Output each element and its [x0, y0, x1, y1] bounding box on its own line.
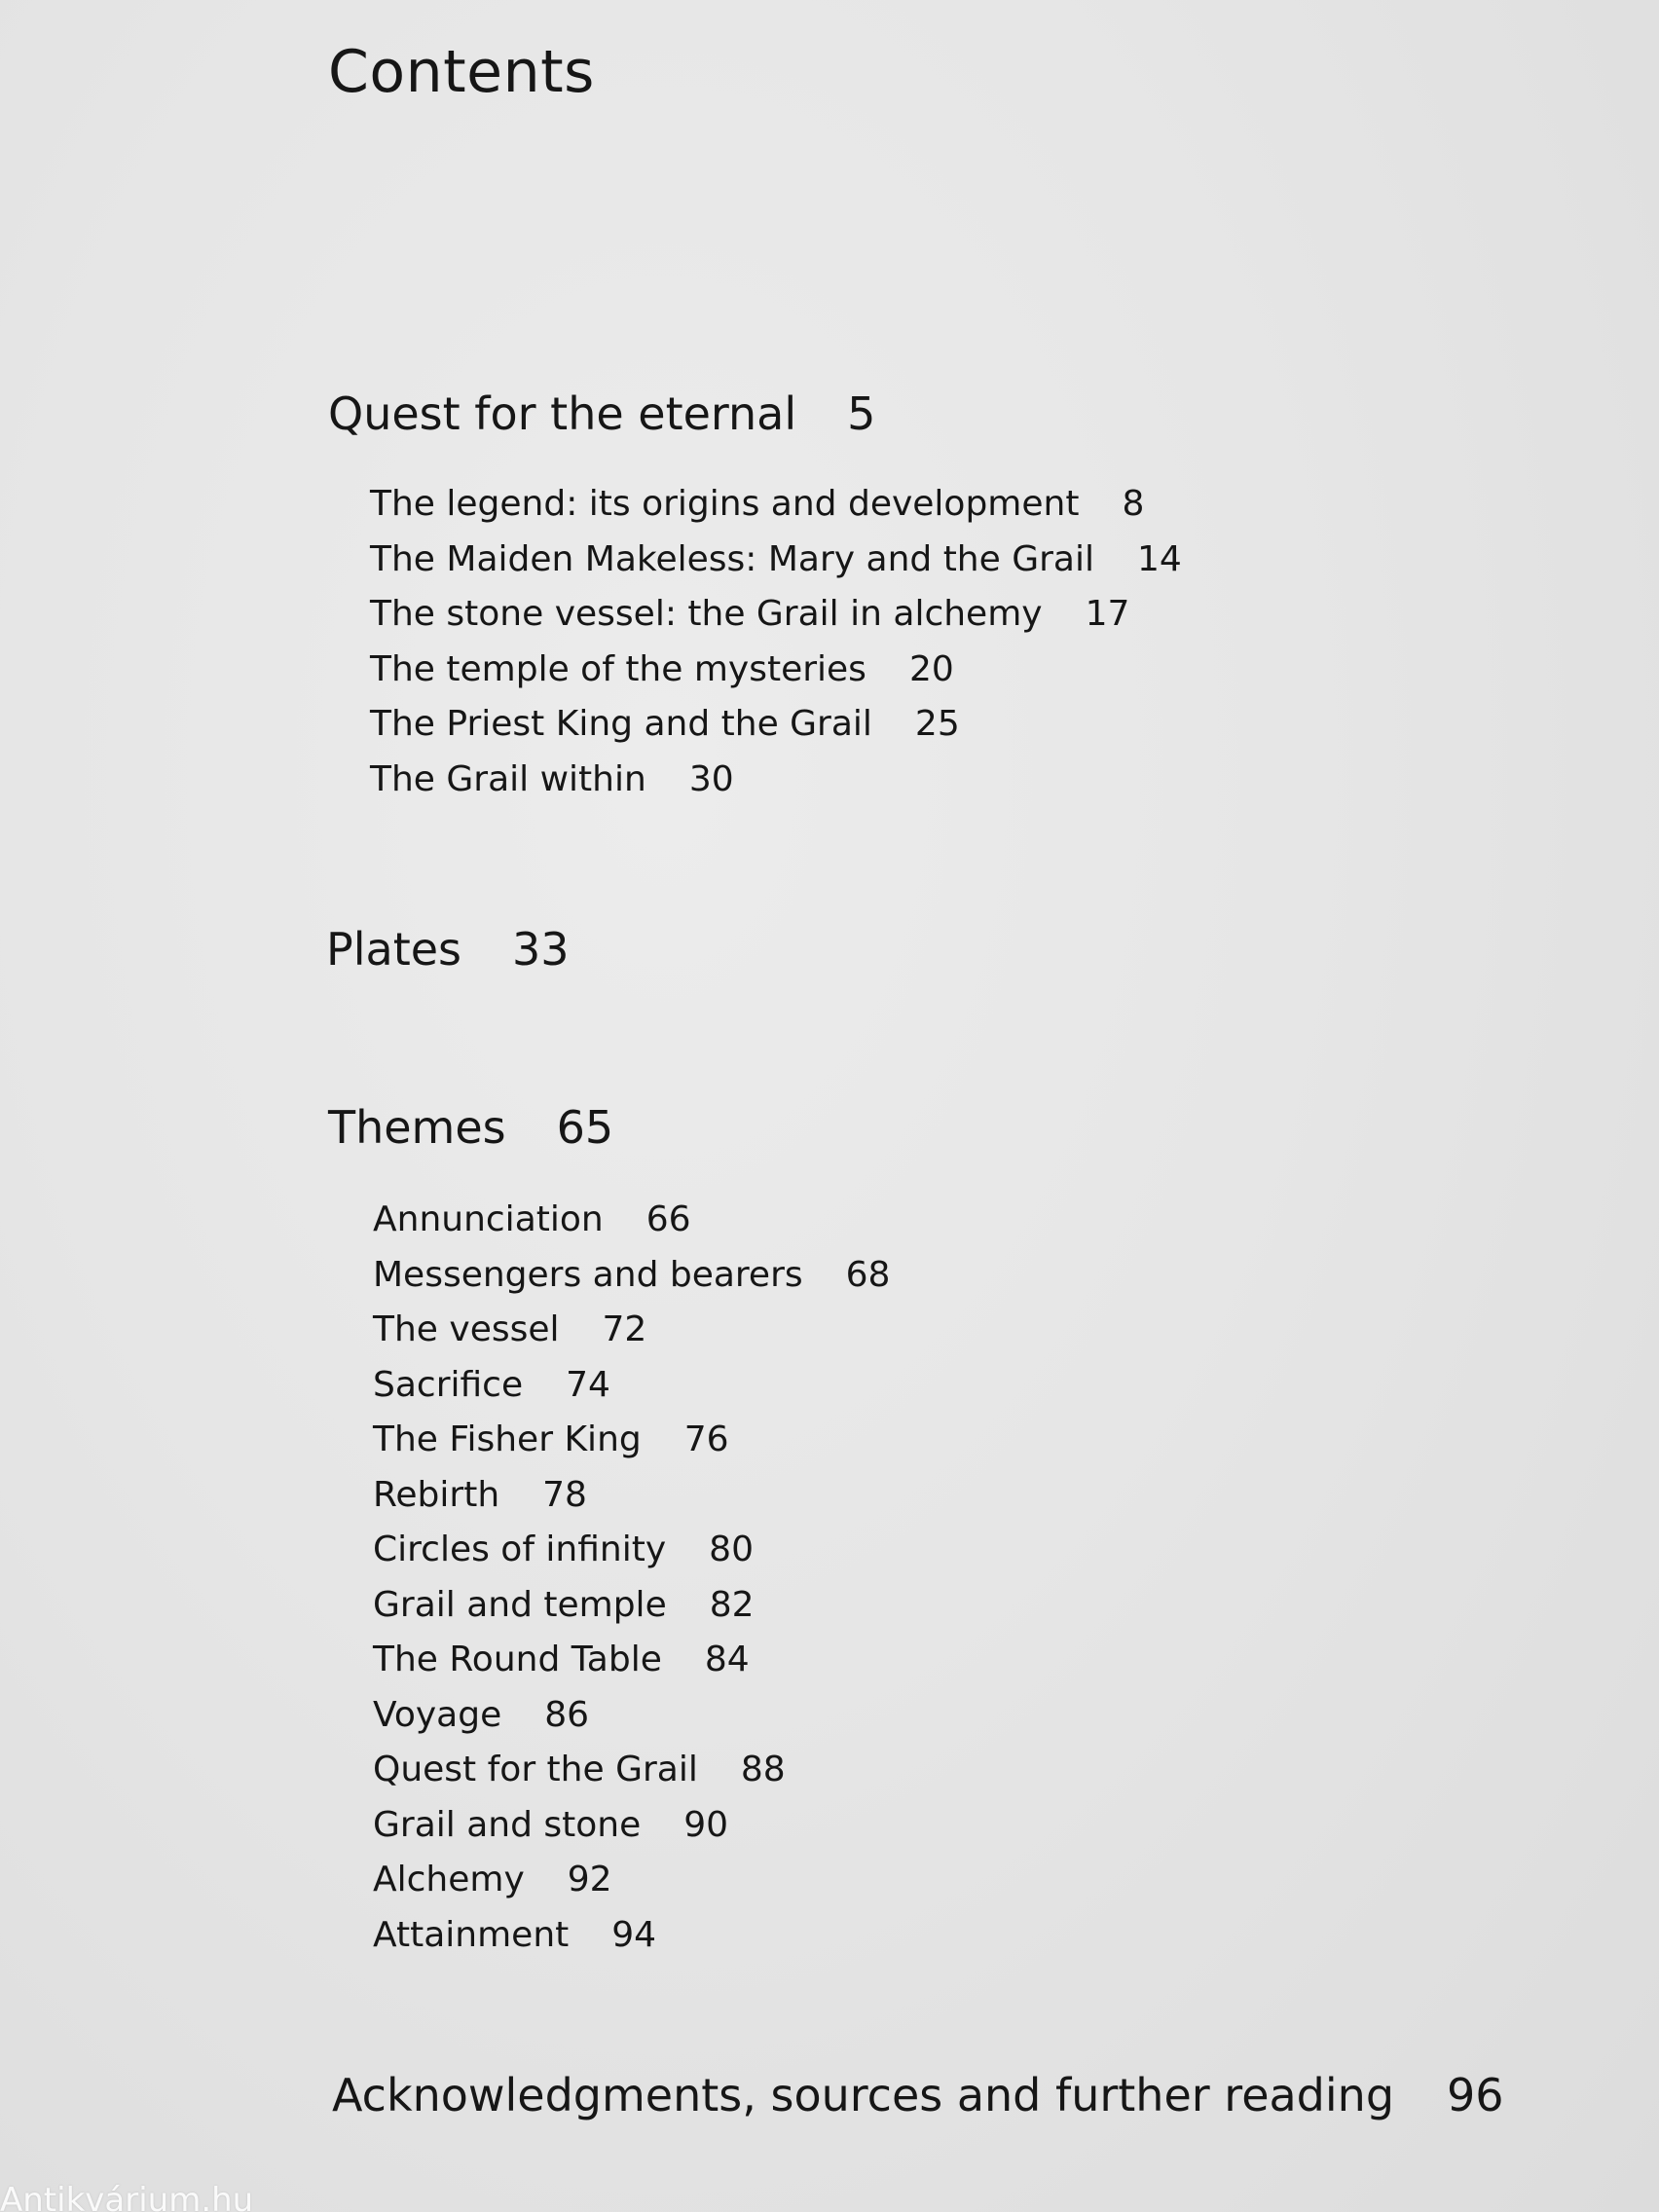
section-heading-themes — [328, 1101, 613, 1155]
entry-page-number: 66 — [645, 1199, 691, 1239]
section-title: Quest for the eternal — [328, 387, 797, 440]
list-item — [373, 1468, 890, 1524]
section-page-number: 65 — [556, 1101, 614, 1154]
entry-page-number: 84 — [704, 1640, 750, 1679]
list-item — [370, 643, 1182, 698]
entry-title: The temple of the mysteries — [370, 648, 866, 689]
entry-title: The Maiden Makeless: Mary and the Grail — [370, 538, 1094, 579]
entry-title: The vessel — [373, 1309, 560, 1349]
entry-page-number: 86 — [544, 1694, 590, 1735]
entry-page-number: 94 — [611, 1914, 657, 1955]
list-item — [373, 1688, 890, 1744]
list-item — [370, 587, 1182, 643]
entry-page-number: 72 — [602, 1309, 647, 1349]
entry-title: The stone vessel: the Grail in alchemy — [370, 594, 1043, 634]
entry-page-number: 90 — [683, 1804, 729, 1845]
list-item — [373, 1248, 890, 1304]
page-title: Contents — [328, 38, 595, 106]
entry-page-number: 76 — [683, 1419, 729, 1459]
entry-title: Voyage — [373, 1694, 502, 1735]
entry-title: The Fisher King — [373, 1419, 642, 1459]
list-item — [373, 1633, 890, 1688]
entry-title: Sacrifice — [373, 1364, 524, 1405]
quest-chapter-list — [370, 477, 1182, 807]
entry-page-number: 25 — [914, 704, 960, 744]
list-item — [373, 1908, 890, 1964]
entry-page-number: 74 — [566, 1364, 610, 1405]
list-item — [373, 1743, 890, 1798]
section-heading-acknowledgments — [332, 2069, 1504, 2122]
entry-title: Alchemy — [373, 1860, 525, 1899]
entry-page-number: 68 — [845, 1254, 891, 1295]
themes-list — [373, 1193, 890, 1963]
entry-page-number: 92 — [567, 1860, 612, 1899]
entry-title: Messengers and bearers — [373, 1254, 803, 1295]
section-title: Themes — [328, 1101, 506, 1154]
section-title: Acknowledgments, sources and further reading — [332, 2069, 1395, 2121]
entry-title: Attainment — [373, 1914, 570, 1955]
list-item — [373, 1358, 890, 1414]
list-item — [370, 697, 1182, 753]
entry-page-number: 8 — [1122, 484, 1145, 524]
list-item — [373, 1578, 890, 1634]
list-item — [373, 1798, 890, 1854]
entry-title: The Priest King and the Grail — [370, 704, 872, 744]
entry-title: The Round Table — [373, 1640, 662, 1679]
watermark: Antikvárium.hu — [0, 2181, 254, 2212]
list-item — [373, 1193, 890, 1248]
entry-page-number: 14 — [1136, 538, 1182, 579]
entry-page-number: 20 — [908, 648, 954, 689]
entry-page-number: 80 — [709, 1530, 754, 1569]
section-heading-plates — [326, 923, 570, 977]
entry-title: Quest for the Grail — [373, 1750, 698, 1789]
entry-page-number: 30 — [688, 758, 734, 799]
list-item — [370, 753, 1182, 808]
list-item — [373, 1303, 890, 1358]
section-heading-quest — [328, 387, 875, 441]
list-item — [370, 477, 1182, 533]
entry-title: Grail and temple — [373, 1584, 667, 1625]
entry-title: Circles of infinity — [373, 1530, 667, 1569]
list-item — [373, 1853, 890, 1908]
list-item — [373, 1413, 890, 1468]
list-item — [370, 533, 1182, 588]
entry-page-number: 17 — [1085, 594, 1130, 634]
entry-title: Rebirth — [373, 1474, 500, 1515]
entry-page-number: 78 — [542, 1474, 587, 1515]
entry-title: The Grail within — [370, 758, 646, 799]
entry-title: Grail and stone — [373, 1804, 642, 1845]
section-title: Plates — [326, 923, 462, 976]
section-page-number: 33 — [512, 923, 570, 976]
list-item — [373, 1523, 890, 1578]
entry-page-number: 82 — [709, 1584, 755, 1625]
section-page-number: 96 — [1447, 2069, 1504, 2121]
entry-page-number: 88 — [740, 1750, 786, 1789]
section-page-number: 5 — [847, 387, 876, 440]
entry-title: Annunciation — [373, 1199, 604, 1239]
entry-title: The legend: its origins and development — [370, 484, 1080, 524]
